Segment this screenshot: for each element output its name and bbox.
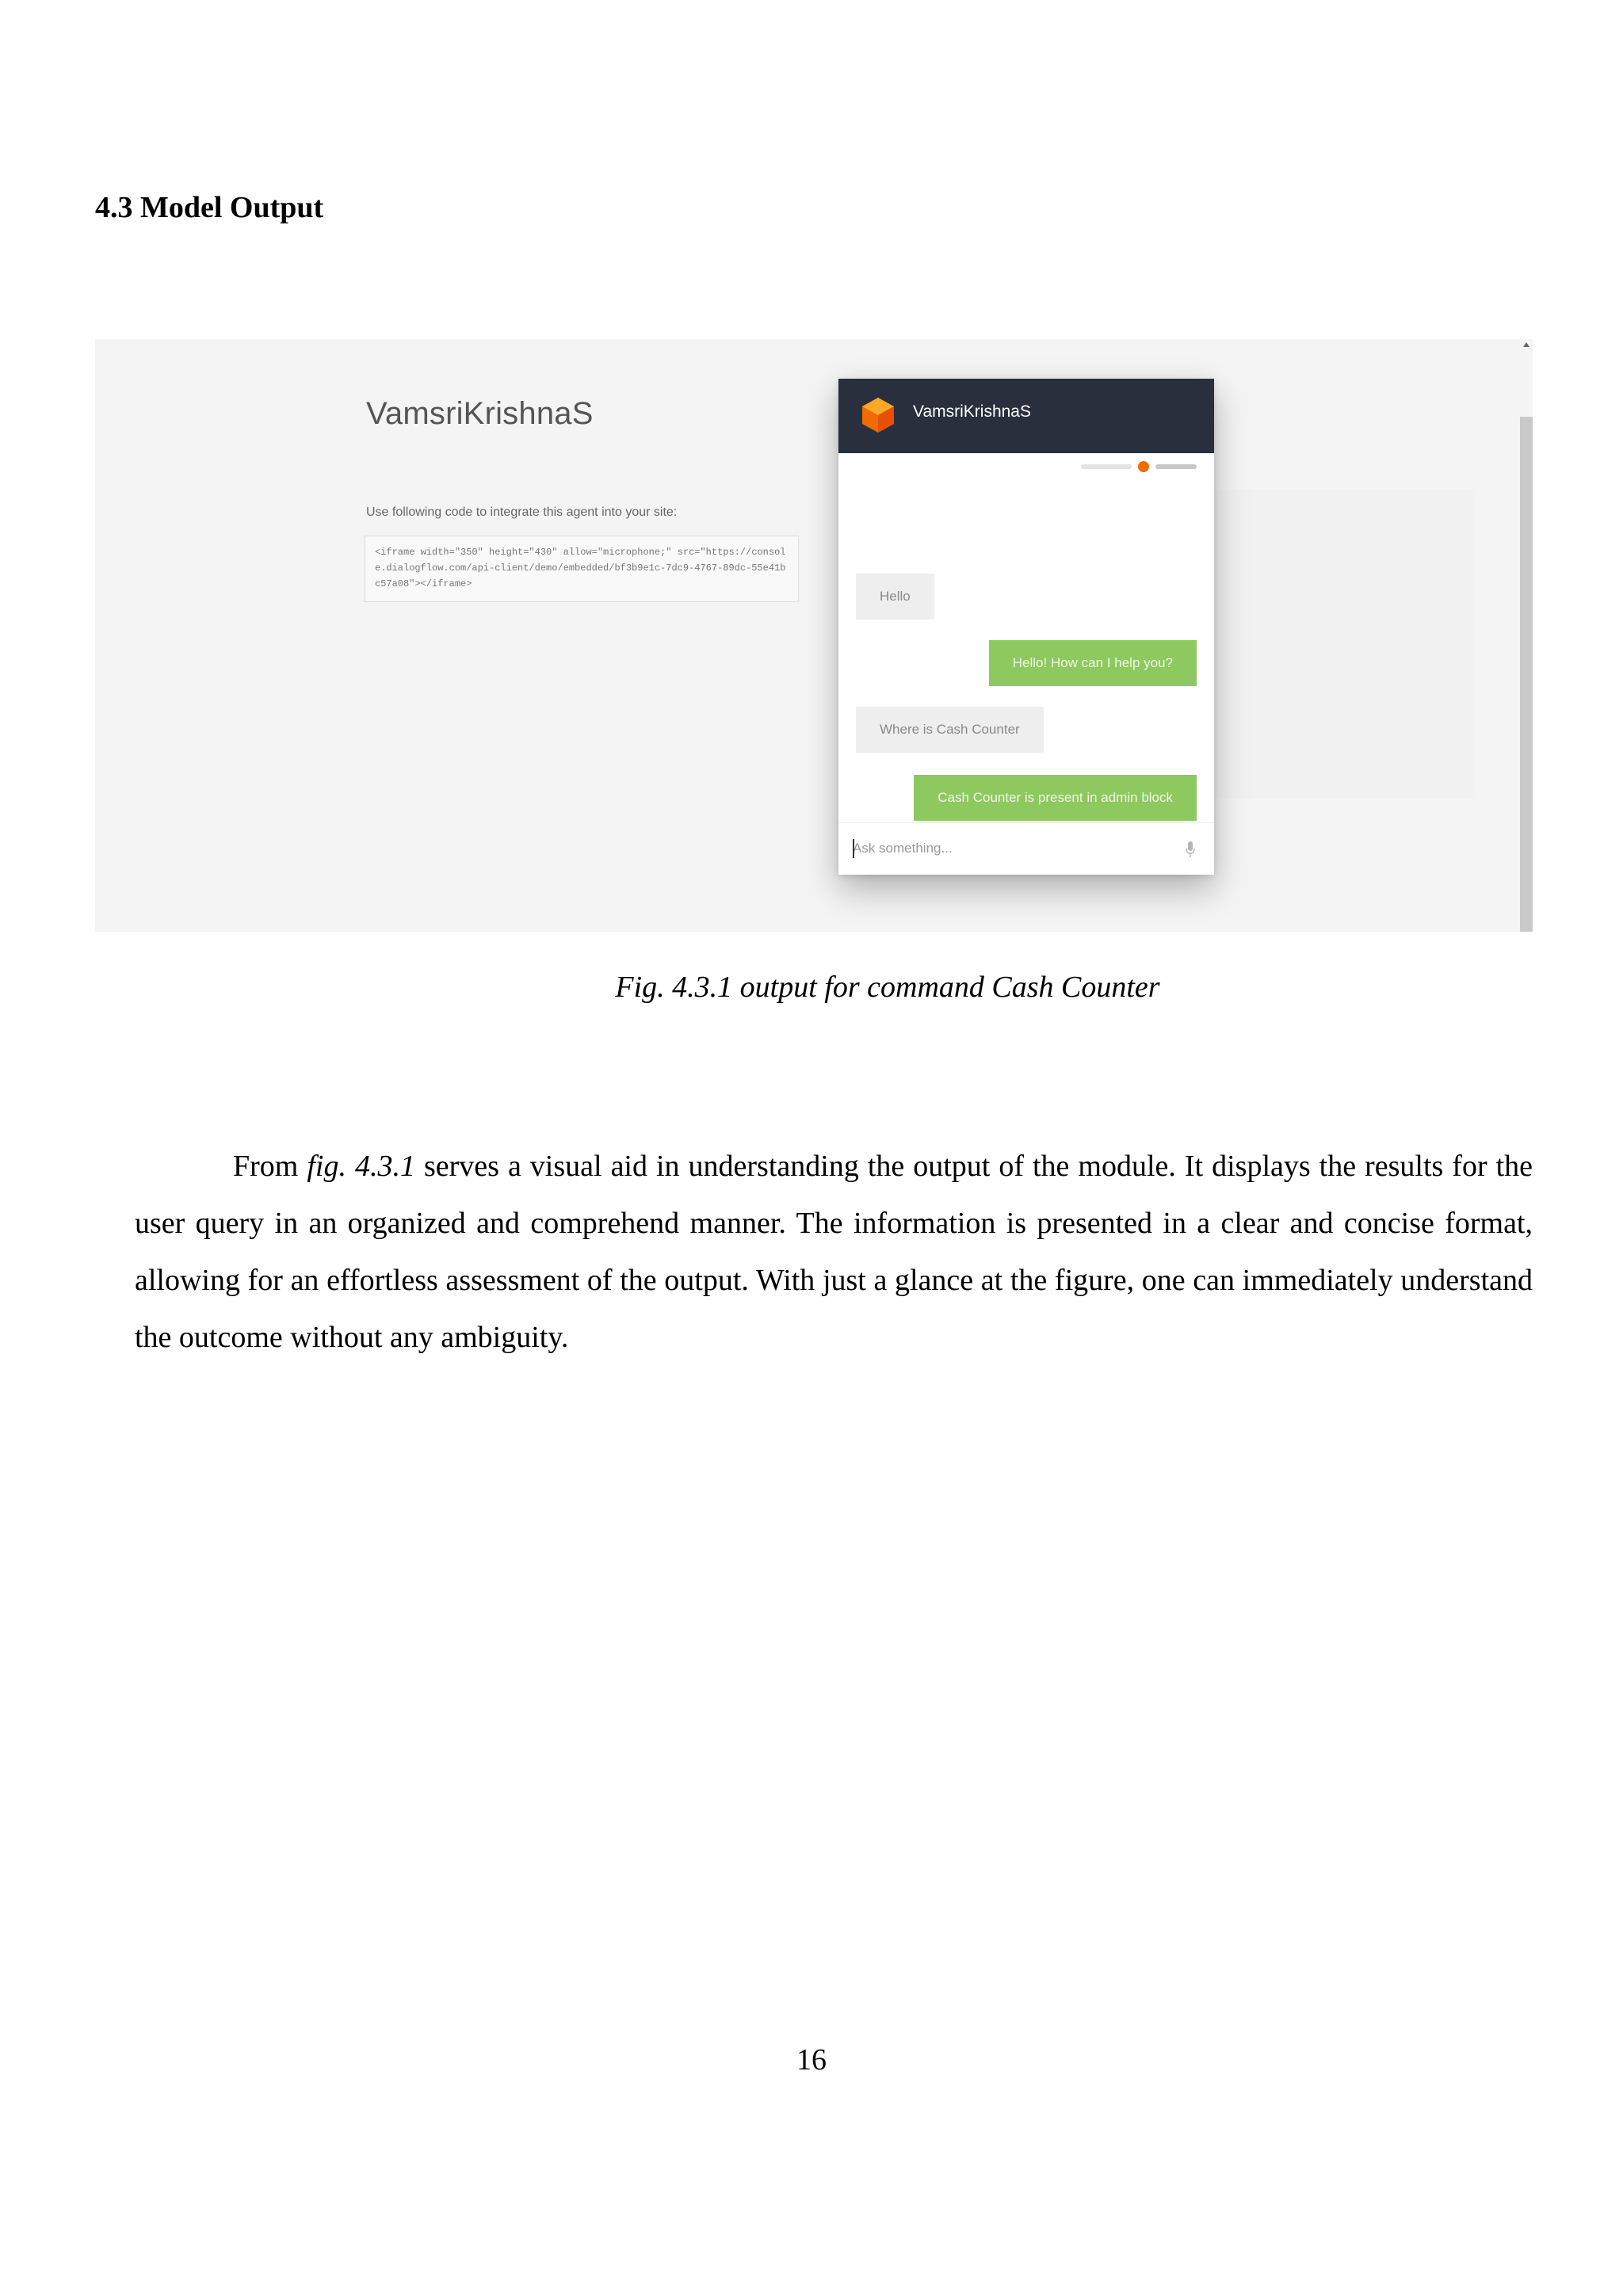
caption-command: Cash Counter xyxy=(991,971,1160,1004)
scrollbar[interactable] xyxy=(1520,417,1533,932)
section-heading: 4.3 Model Output xyxy=(95,191,324,224)
agent-title: VamsriKrishnaS xyxy=(366,396,594,431)
powered-by-badge xyxy=(1081,461,1197,472)
dialogflow-name xyxy=(1155,464,1197,469)
caption-label: Fig. 4.3.1 output for command xyxy=(615,971,984,1004)
ask-input[interactable] xyxy=(853,836,1170,861)
body-paragraph xyxy=(135,1138,1533,1366)
figure-reference: fig. 4.3.1 xyxy=(307,1150,415,1183)
chat-input-row xyxy=(838,822,1214,875)
figure-caption xyxy=(0,968,1623,1006)
scroll-up-icon[interactable] xyxy=(1523,342,1529,347)
dialogflow-logo-icon xyxy=(861,396,896,434)
dialogflow-dot-icon xyxy=(1138,461,1149,472)
text-caret xyxy=(853,839,854,858)
page-number: 16 xyxy=(796,2043,827,2077)
chat-header xyxy=(838,379,1214,453)
powered-by-text xyxy=(1081,464,1132,469)
message-bot: Hello! How can I help you? xyxy=(989,640,1197,686)
integrate-label: Use following code to integrate this agent into your site: xyxy=(366,505,678,519)
body-text: serves a visual aid in understanding the output of the module. It displays the results for the user query in an organized and comprehend manner. The information is presented in a clear and concise format, allowing for an effortless assessment of the output. With just a glance at the figure, one can immediately understand the outcome without any ambiguity. xyxy=(135,1150,1533,1354)
figure-screenshot xyxy=(95,339,1533,932)
message-user: Where is Cash Counter xyxy=(856,707,1044,753)
body-lead: From xyxy=(233,1150,299,1183)
message-bot: Cash Counter is present in admin block xyxy=(914,775,1197,821)
microphone-icon[interactable] xyxy=(1186,841,1195,858)
chat-widget xyxy=(838,379,1214,875)
embed-code-box[interactable]: <iframe width="350" height="430" allow="microphone;" src="https://console.dialogflow.com/api-client/demo/embedded/bf3b9e1c-7dc9-4767-89dc-55e41bc57a08"></iframe> xyxy=(365,536,799,602)
chat-header-title: VamsriKrishnaS xyxy=(913,402,1031,421)
message-user: Hello xyxy=(856,574,934,620)
